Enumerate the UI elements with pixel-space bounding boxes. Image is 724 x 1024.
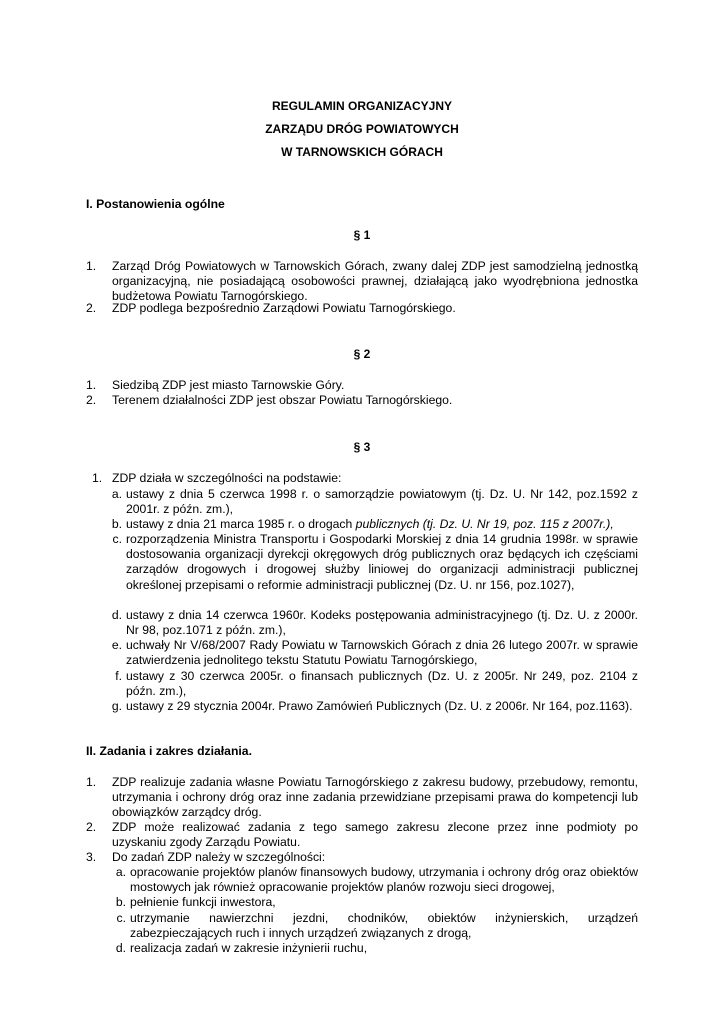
sub-list-item: [108, 941, 638, 957]
document-title-line-1: REGULAMIN ORGANIZACYJNY: [271, 99, 452, 113]
sub-item-letter: d.: [115, 941, 126, 955]
sub-item-text: [126, 517, 638, 532]
sub-item-letter: c.: [116, 911, 126, 925]
list-item: [86, 259, 638, 305]
paragraph-3-sign: § 3: [353, 440, 371, 454]
item-text: ZDP może realizować zadania z tego samego zakresu zlecone przez inne podmioty po uzyskaniu zgody Zarządu Powiatu.: [112, 820, 638, 850]
document-title-line-3: W TARNOWSKICH GÓRACH: [281, 145, 443, 159]
list-item: [86, 850, 638, 866]
item-number: 1.: [86, 378, 97, 392]
paragraph-2-sign: § 2: [353, 347, 371, 361]
list-item: [92, 471, 638, 487]
sub-item-text: ustawy z dnia 14 czerwca 1960r. Kodeks postępowania administracyjnego (tj. Dz. U. z 2000r. Nr 98, poz.1071 z późn. zm.),: [126, 608, 638, 638]
sub-list-item: [104, 517, 638, 533]
item-number: 1.: [86, 259, 97, 273]
item-number: 2.: [86, 393, 97, 407]
sub-item-text: ustawy z 29 stycznia 2004r. Prawo Zamówień Publicznych (Dz. U. z 2006r. Nr 164, poz.1163).: [126, 699, 633, 713]
sub-item-letter: c.: [112, 532, 122, 546]
sub-item-letter: a.: [111, 487, 122, 501]
sub-item-text: pełnienie funkcji inwestora,: [130, 895, 276, 909]
sub-item-letter: d.: [111, 608, 122, 622]
paragraph-1-sign: § 1: [353, 228, 371, 242]
sub-item-letter: b.: [115, 895, 126, 909]
sub-item-text: uchwały Nr V/68/2007 Rady Powiatu w Tarnowskich Górach z dnia 26 lutego 2007r. w sprawie zatwierdzenia jednolitego tekstu Statutu Powiatu Tarnogórskiego,: [126, 638, 638, 668]
item-text: ZDP podlega bezpośrednio Zarządowi Powiatu Tarnogórskiego.: [112, 301, 456, 315]
sub-list-item: [104, 669, 638, 700]
list-item: [86, 820, 638, 851]
list-item: [86, 775, 638, 821]
item-text: Zarząd Dróg Powiatowych w Tarnowskich Górach, zwany dalej ZDP jest samodzielną jednostką organizacyjną, nie posiadającą osobowości prawnej, działającą jako wyodrębniona jednostka budżetowa Powiatu Tarnogórskiego.: [112, 259, 638, 304]
section-2-heading: II. Zadania i zakres działania.: [86, 744, 252, 758]
sub-list-item: [104, 532, 638, 608]
item-text: ZDP działa w szczególności na podstawie:: [112, 471, 342, 485]
sub-item-text: ustawy z 30 czerwca 2005r. o finansach publicznych (Dz. U. z 2005r. Nr 249, poz. 2104 z późn. zm.),: [126, 669, 638, 699]
item-number: 1.: [86, 775, 97, 789]
sub-item-letter: a.: [115, 865, 126, 879]
sub-item-letter: g.: [111, 699, 122, 713]
item-number: 2.: [86, 820, 97, 834]
sub-list-item: [104, 638, 638, 669]
sub-item-text: utrzymanie nawierzchni jezdni, chodników, obiektów inżynierskich, urządzeń zabezpieczających ruch i innych urządzeń związanych z drogą,: [130, 911, 638, 941]
item-number: 3.: [86, 850, 97, 864]
list-item: [86, 393, 638, 409]
list-item: [86, 378, 638, 394]
item-text: Siedzibą ZDP jest miasto Tarnowskie Góry.: [112, 378, 345, 392]
sub-list-item: [104, 487, 638, 518]
item-text: Terenem działalności ZDP jest obszar Powiatu Tarnogórskiego.: [112, 393, 453, 407]
item-text: ZDP realizuje zadania własne Powiatu Tarnogórskiego z zakresu budowy, przebudowy, remontu, utrzymania i ochrony dróg oraz inne zadania przewidziane przepisami prawa do kompetencji lub obowiązków zarządcy dróg.: [112, 775, 638, 820]
section-1-heading: I. Postanowienia ogólne: [86, 197, 225, 211]
sub-item-letter: f.: [115, 669, 122, 683]
sub-item-letter: e.: [111, 638, 122, 652]
sub-item-letter: b.: [111, 517, 122, 531]
sub-item-text: opracowanie projektów planów finansowych budowy, utrzymania i ochrony dróg oraz obiektów mostowych jak również opracowanie projektów planów rozwoju sieci drogowej,: [130, 865, 638, 895]
sub-list-item: [108, 895, 638, 911]
sub-list-item: [104, 608, 638, 639]
document-title-line-2: ZARZĄDU DRÓG POWIATOWYCH: [265, 122, 459, 136]
list-item: [86, 301, 638, 317]
sub-item-text: rozporządzenia Ministra Transportu i Gospodarki Morskiej z dnia 14 grudnia 1998r. w sprawie dostosowania organizacji dyrekcji okręgowych dróg publicznych oraz będących ich częściami zarządów drogowych i drogowej służby liniowej do organizacji administracji publicznej określonej przepisami o reformie administracji publicznej (Dz. U. nr 156, poz.1027),: [126, 532, 638, 592]
sub-list-item: [108, 865, 638, 896]
sub-item-text-italic: publicznych (tj. Dz. U. Nr 19, poz. 115 z 2007r.),: [355, 517, 614, 531]
sub-item-text: realizacja zadań w zakresie inżynierii ruchu,: [130, 941, 368, 955]
sub-item-text: ustawy z dnia 5 czerwca 1998 r. o samorządzie powiatowym (tj. Dz. U. Nr 142, poz.1592 z 2001r. z późn. zm.),: [126, 487, 638, 517]
sub-list-item: [108, 911, 638, 942]
item-number: 1.: [92, 471, 103, 485]
sub-list-item: [104, 699, 638, 715]
item-number: 2.: [86, 301, 97, 315]
item-text: Do zadań ZDP należy w szczególności:: [112, 850, 326, 864]
sub-item-text-plain: ustawy z dnia 21 marca 1985 r. o drogach: [126, 517, 356, 531]
